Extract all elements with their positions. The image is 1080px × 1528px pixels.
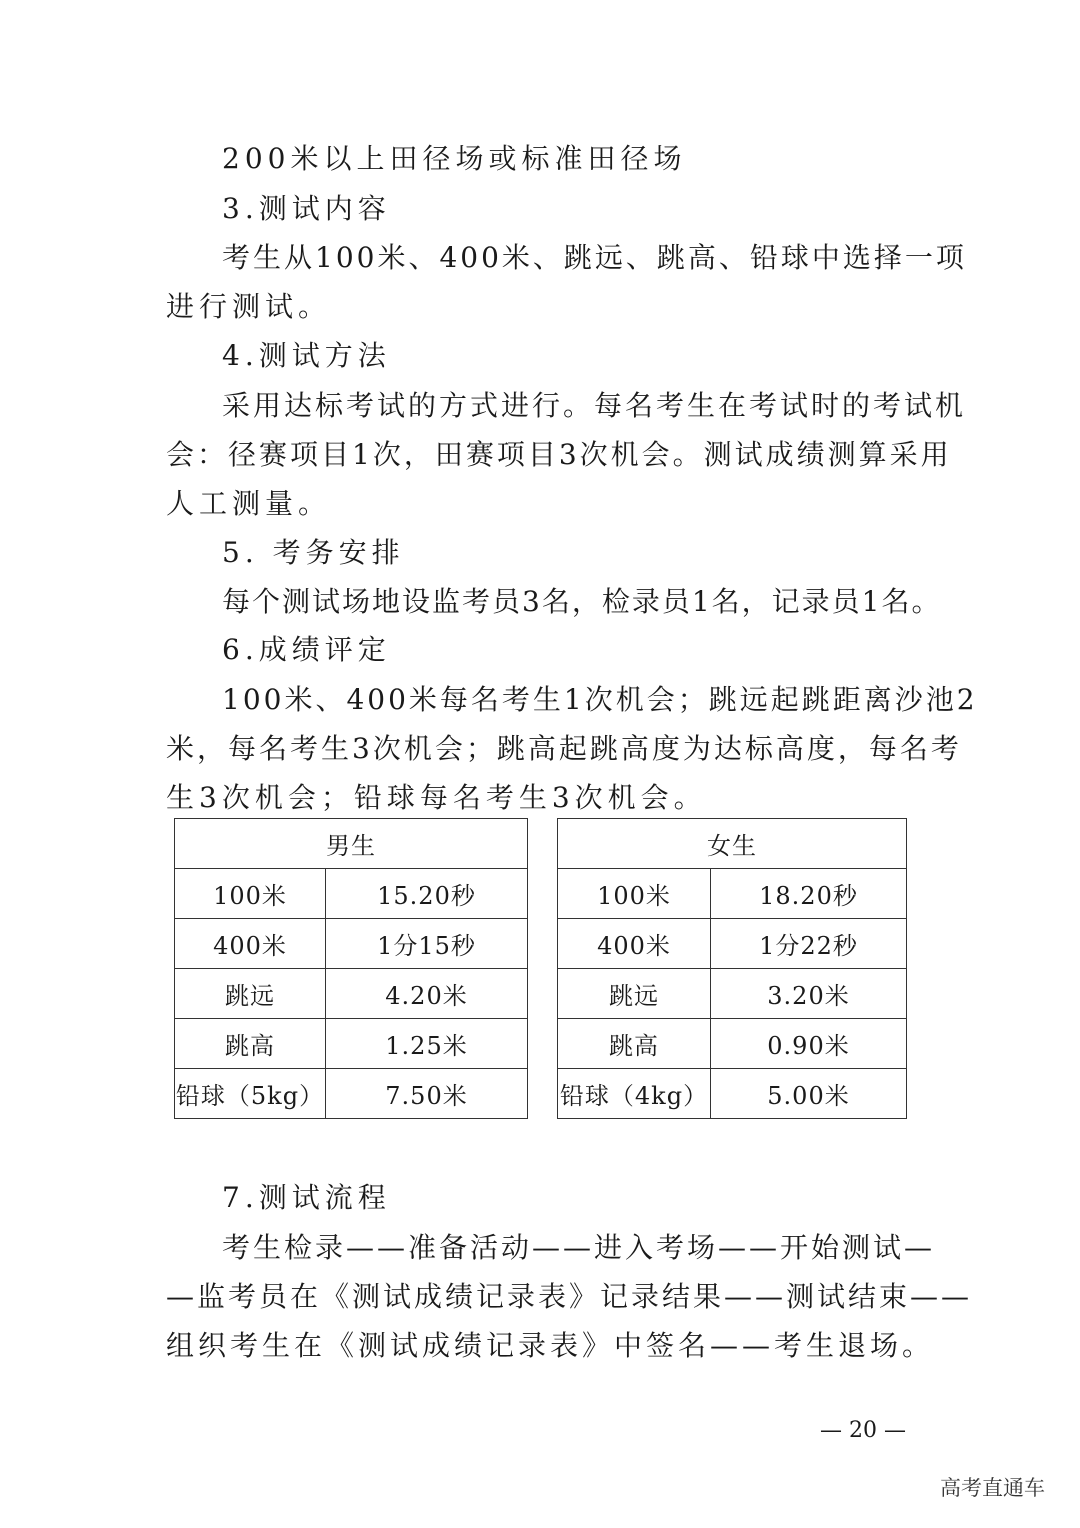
table-cell: 100米	[175, 869, 326, 919]
male-header: 男生	[175, 819, 528, 869]
paragraph-score-line1: 100米、400米每名考生1次机会；跳远起跳距离沙池2	[222, 683, 978, 716]
table-row	[558, 869, 907, 919]
paragraph-test-method-line3: 人工测量。	[166, 487, 332, 520]
female-standards-table	[557, 818, 907, 1119]
table-cell: 4.20米	[326, 969, 528, 1019]
table-row	[175, 1069, 528, 1119]
table-row	[558, 969, 907, 1019]
table-cell: 0.90米	[711, 1019, 907, 1069]
table-row	[175, 919, 528, 969]
table-cell: 18.20秒	[711, 869, 907, 919]
table-row	[175, 969, 528, 1019]
table-cell: 跳高	[175, 1019, 326, 1069]
paragraph-score-line2: 米，每名考生3次机会；跳高起跳高度为达标高度，每名考	[166, 732, 962, 765]
paragraph-test-content-line1: 考生从100米、400米、跳远、跳高、铅球中选择一项	[222, 241, 967, 274]
table-cell: 跳远	[175, 969, 326, 1019]
heading-test-content: 3.测试内容	[222, 192, 391, 225]
male-standards-table	[174, 818, 528, 1119]
table-row	[558, 1069, 907, 1119]
paragraph-procedure-line3: 组织考生在《测试成绩记录表》中签名——考生退场。	[166, 1329, 935, 1362]
table-cell: 400米	[175, 919, 326, 969]
table-cell: 3.20米	[711, 969, 907, 1019]
table-row	[175, 869, 528, 919]
paragraph-score-line3: 生3次机会；铅球每名考生3次机会。	[166, 781, 707, 814]
paragraph-procedure-line2: —监考员在《测试成绩记录表》记录结果——测试结束——	[166, 1280, 973, 1313]
paragraph-procedure-line1: 考生检录——准备活动——进入考场——开始测试—	[222, 1231, 936, 1264]
table-cell: 铅球（4kg）	[558, 1069, 711, 1119]
watermark: 高考直通车	[940, 1476, 1045, 1500]
table-cell: 跳高	[558, 1019, 711, 1069]
table-cell: 跳远	[558, 969, 711, 1019]
page-number: — 20 —	[820, 1418, 906, 1443]
female-header: 女生	[558, 819, 907, 869]
heading-score-evaluation: 6.成绩评定	[222, 633, 391, 666]
heading-exam-arrangement: 5. 考务安排	[222, 536, 405, 569]
table-row	[175, 1019, 528, 1069]
table-cell: 7.50米	[326, 1069, 528, 1119]
table-cell: 铅球（5kg）	[175, 1069, 326, 1119]
table-cell: 1分22秒	[711, 919, 907, 969]
table-cell: 1分15秒	[326, 919, 528, 969]
paragraph-exam-arrangement: 每个测试场地设监考员3名，检录员1名，记录员1名。	[222, 585, 942, 618]
paragraph-test-content-line2: 进行测试。	[166, 290, 332, 323]
table-row	[558, 1019, 907, 1069]
paragraph-test-method-line1: 采用达标考试的方式进行。每名考生在考试时的考试机	[222, 389, 967, 422]
heading-test-procedure: 7.测试流程	[222, 1181, 391, 1214]
paragraph-test-method-line2: 会：径赛项目1次，田赛项目3次机会。测试成绩测算采用	[166, 438, 952, 471]
table-cell: 1.25米	[326, 1019, 528, 1069]
heading-test-method: 4.测试方法	[222, 339, 391, 372]
table-row	[558, 919, 907, 969]
table-cell: 400米	[558, 919, 711, 969]
table-cell: 15.20秒	[326, 869, 528, 919]
table-cell: 100米	[558, 869, 711, 919]
table-cell: 5.00米	[711, 1069, 907, 1119]
paragraph-venue: 200米以上田径场或标准田径场	[222, 142, 687, 175]
